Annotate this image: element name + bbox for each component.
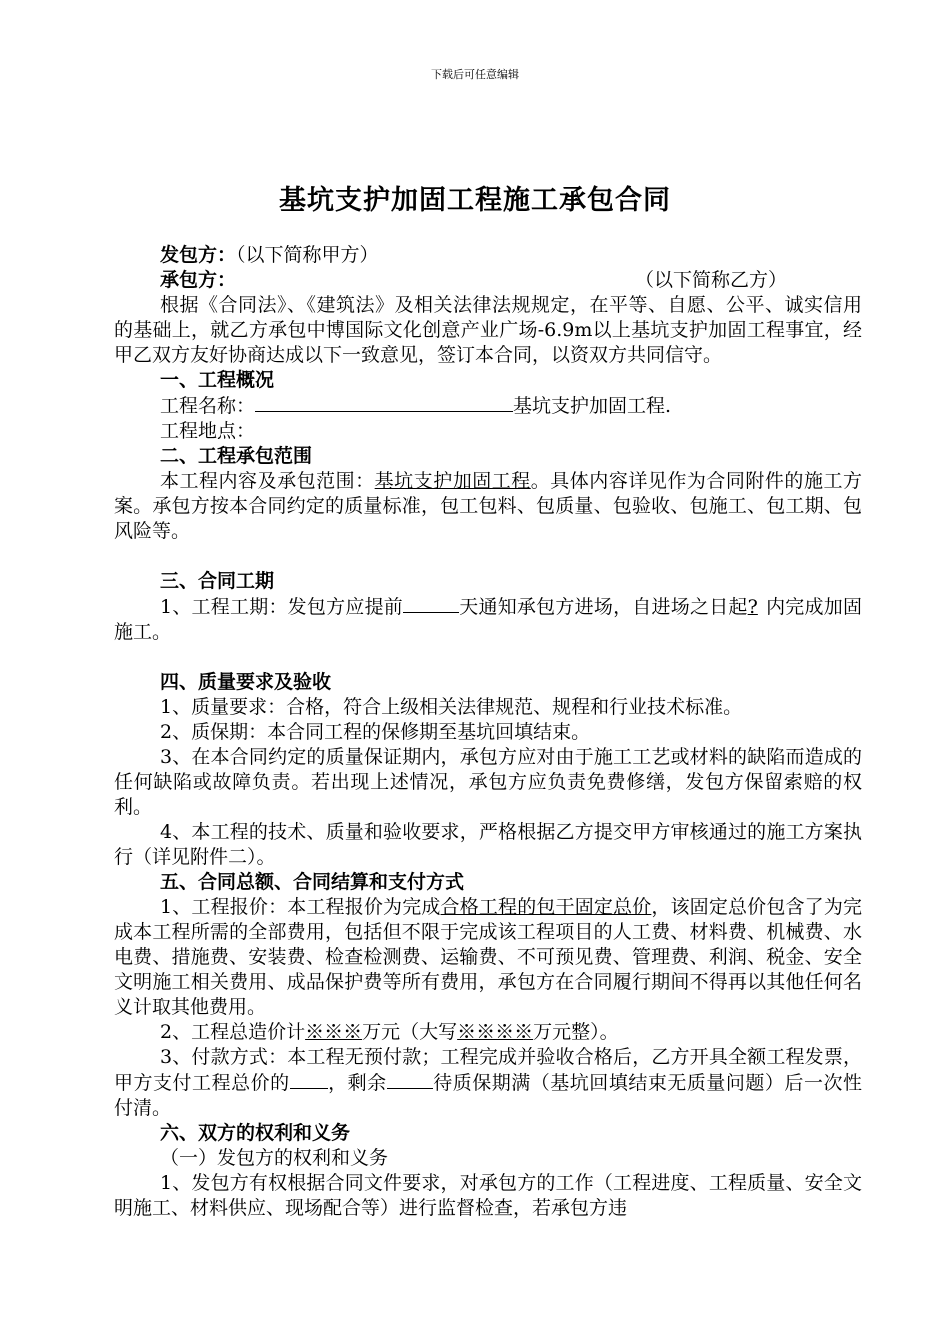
intro-paragraph: 根据《合同法》、《建筑法》及相关法律法规规定，在平等、自愿、公平、诚实信用的基础上，就乙方承包中博国际文化创意产业广场-6.9m以上基坑支护加固工程事宜，经甲乙双方友好协商达成以下一致意见，签订本合同，以资双方共同信守。 (114, 294, 862, 366)
quality-item-1: 1、质量要求：合格，符合上级相关法律规范、规程和行业技术标准。 (160, 696, 743, 718)
project-name-blank (255, 393, 513, 412)
quality-item-3: 3、在本合同约定的质量保证期内，承包方应对由于施工工艺或材料的缺陷而造成的任何缺陷或故障负责。若出现上述情况，承包方应负责免费修缮，发包方保留索赔的权利。 (114, 746, 862, 818)
total-text-c: 万元整）。 (533, 1021, 619, 1043)
project-location-line (114, 419, 862, 444)
payment-paragraph (114, 1045, 862, 1121)
page-header: 下载后可任意编辑 (431, 68, 519, 81)
project-name-value: 基坑支护加固工程. (513, 395, 672, 417)
section-4-heading: 四、质量要求及验收 (160, 671, 332, 693)
quality-item-2: 2、质保期：本合同工程的保修期至基坑回填结束。 (160, 721, 591, 743)
section-5-heading: 五、合同总额、合同结算和支付方式 (160, 871, 465, 893)
payment-text-a: 3、付款方式：本工程无预付款；工程完成并验收合格后，乙方开具全额工程发票，甲方支付工程总价的 (114, 1046, 862, 1094)
payment-percent-blank (290, 1070, 328, 1089)
section-2-heading: 二、工程承包范围 (160, 445, 313, 467)
section-1-heading: 一、工程概况 (160, 369, 275, 391)
notice-days-blank (403, 594, 459, 613)
price-underlined: 合格工程的包干固定总价 (440, 896, 652, 918)
contract-body (114, 243, 862, 1221)
section-6-heading: 六、双方的权利和义务 (160, 1122, 351, 1144)
price-text-a: 1、工程报价：本工程报价为完成 (160, 896, 441, 918)
section-6-subheading: （一）发包方的权利和义务 (160, 1147, 389, 1169)
total-text-a: 2、工程总造价计 (160, 1021, 306, 1043)
quality-item-4: 4、本工程的技术、质量和验收要求，严格根据乙方提交甲方审核通过的施工方案执行（详见附件二）。 (114, 821, 862, 868)
project-name-line (114, 393, 862, 419)
price-paragraph (114, 895, 862, 1020)
total-paragraph (114, 1020, 862, 1045)
scope-text-b: 。具体内容详见作为合同附件的施工方案。承包方按本合同约定的质量标准，包工包料、包质量、包验收、包施工、包工期、包风险等。 (114, 470, 862, 542)
section-3-heading: 三、合同工期 (160, 570, 275, 592)
total-amount: ※※※ (305, 1021, 363, 1043)
party-a-label: 发包方： (160, 244, 237, 266)
remainder-blank (387, 1070, 433, 1089)
party-a-line (114, 243, 862, 268)
schedule-days-blank: ? (747, 596, 758, 618)
scope-text-a: 本工程内容及承包范围： (160, 470, 375, 492)
price-text-b: ，该固定总价包含了为完成本工程所需的全部费用，包括但不限于完成该工程项目的人工费、材料费、机械费、水电费、措施费、安装费、检查检测费、运输费、不可预见费、管理费、利润、税金、安全文明施工相关费用、成品保护费等所有费用，承包方在合同履行期间不得再以其他任何名义计取其他费用。 (114, 896, 862, 1018)
schedule-paragraph (114, 594, 862, 645)
schedule-text-b: 天通知承包方进场，自进场之日起 (459, 596, 748, 618)
payment-text-c: 待质保期满（基坑回填结束无质量问题）后一次性付清。 (114, 1072, 862, 1119)
total-text-b: 万元（大写 (362, 1021, 458, 1043)
contract-title: 基坑支护加固工程施工承包合同 (279, 185, 671, 216)
scope-paragraph (114, 469, 862, 544)
schedule-text-c: 内完成加固施工。 (114, 596, 862, 643)
party-b-note: （以下简称乙方） (635, 269, 788, 291)
payment-text-b: ，剩余 (327, 1072, 387, 1094)
project-location-label: 工程地点： (160, 420, 256, 442)
total-amount-words: ※※※※ (457, 1021, 534, 1043)
rights-paragraph-1: 1、发包方有权根据合同文件要求，对承包方的工作（工程进度、工程质量、安全文明施工、材料供应、现场配合等）进行监督检查，若承包方违 (114, 1172, 862, 1219)
party-b-line (114, 268, 862, 293)
party-b-label: 承包方： (160, 269, 237, 291)
schedule-text-a: 1、工程工期：发包方应提前 (160, 596, 404, 618)
party-a-note: （以下简称甲方） (236, 244, 379, 266)
scope-underlined: 基坑支护加固工程 (374, 470, 531, 492)
project-name-label: 工程名称： (160, 395, 256, 417)
